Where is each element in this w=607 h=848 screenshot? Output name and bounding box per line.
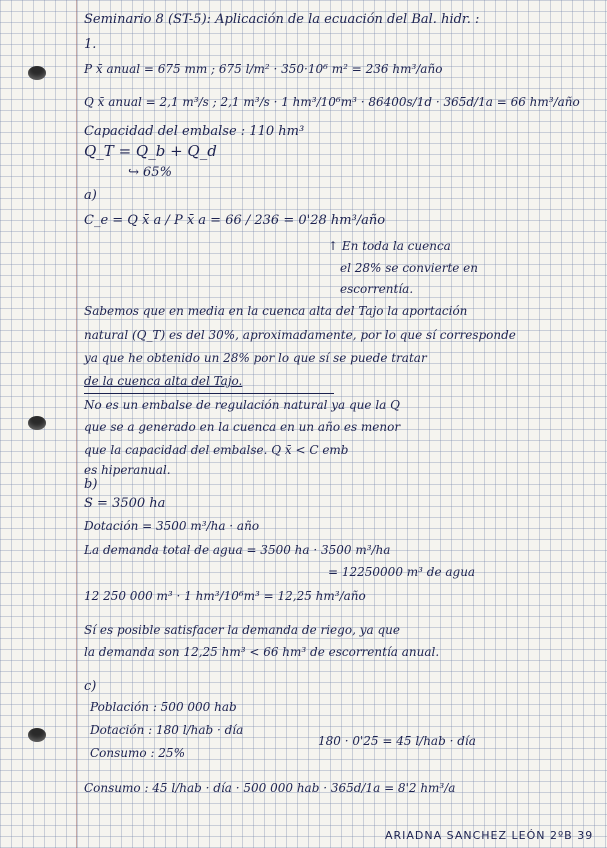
- ce-note-2: el 28% se convierte en: [340, 261, 479, 275]
- consumo-total-line: Consumo : 45 l/hab · día · 500 000 hab · 365d/1a = 8'2 hm³/a: [84, 781, 456, 795]
- ce-equation: C_e = Q x̄ a / P x̄ a = 66 / 236 = 0'28 hm³/año: [84, 213, 386, 228]
- ce-note-1: ↑ En toda la cuenca: [328, 239, 451, 253]
- dotacion-line: Dotación = 3500 m³/ha · año: [84, 519, 260, 533]
- dotacion-c-line: Dotación : 180 l/hab · día: [90, 723, 244, 737]
- item-number: 1.: [84, 37, 97, 52]
- paragraph-line: es hiperanual.: [84, 463, 171, 477]
- demanda-line-1: La demanda total de agua = 3500 ha · 3500 m³/ha: [84, 543, 391, 557]
- p-anual-line: P x̄ anual = 675 mm ; 675 l/m² · 350·10⁶ m² = 236 hm³/año: [84, 62, 443, 76]
- section-b-label: b): [84, 477, 98, 492]
- capacidad-line: Capacidad del embalse : 110 hm³: [84, 124, 305, 139]
- section-a-label: a): [84, 188, 97, 203]
- section-c-label: c): [84, 679, 97, 694]
- paragraph-line: Sabemos que en media en la cuenca alta del Tajo la aportación: [84, 304, 468, 318]
- paragraph-line: ya que he obtenido un 28% por lo que sí se puede tratar: [84, 351, 427, 365]
- page-title: Seminario 8 (ST-5): Aplicación de la ecuación del Bal. hidr. :: [84, 12, 480, 27]
- author-footer: ARIADNA SANCHEZ LEÓN 2ºB 39: [385, 829, 594, 842]
- underline-rule: [84, 393, 334, 394]
- binder-hole: [28, 66, 46, 80]
- consumo-pct-line: Consumo : 25%: [90, 746, 185, 760]
- ce-note-3: escorrentía.: [340, 282, 414, 296]
- qt-percent: ↪ 65%: [128, 165, 172, 180]
- margin-line: [76, 0, 77, 848]
- paragraph-line: que la capacidad del embalse. Q x̄ < C emb: [84, 443, 349, 457]
- paragraph-line: No es un embalse de regulación natural ya que la Q: [84, 398, 400, 412]
- riego-line-2: la demanda son 12,25 hm³ < 66 hm³ de escorrentía anual.: [84, 645, 440, 659]
- paragraph-line: natural (Q_T) es del 30%, aproximadamente, por lo que sí corresponde: [84, 328, 516, 342]
- q-anual-line: Q x̄ anual = 2,1 m³/s ; 2,1 m³/s · 1 hm³/10⁶m³ · 86400s/1d · 365d/1a = 66 hm³/año: [84, 95, 580, 109]
- consumo-calc-line: 180 · 0'25 = 45 l/hab · día: [318, 734, 476, 748]
- qt-equation: Q_T = Q_b + Q_d: [84, 142, 217, 160]
- binder-hole: [28, 728, 46, 742]
- demanda-line-2: = 12250000 m³ de agua: [328, 565, 476, 579]
- paragraph-line: que se a generado en la cuenca en un año es menor: [84, 420, 401, 434]
- s-line: S = 3500 ha: [84, 496, 166, 511]
- demanda-line-3: 12 250 000 m³ · 1 hm³/10⁶m³ = 12,25 hm³/año: [84, 589, 366, 603]
- riego-line-1: Sí es posible satisfacer la demanda de riego, ya que: [84, 623, 400, 637]
- paragraph-line: de la cuenca alta del Tajo.: [84, 374, 243, 388]
- binder-hole: [28, 416, 46, 430]
- poblacion-line: Población : 500 000 hab: [90, 700, 237, 714]
